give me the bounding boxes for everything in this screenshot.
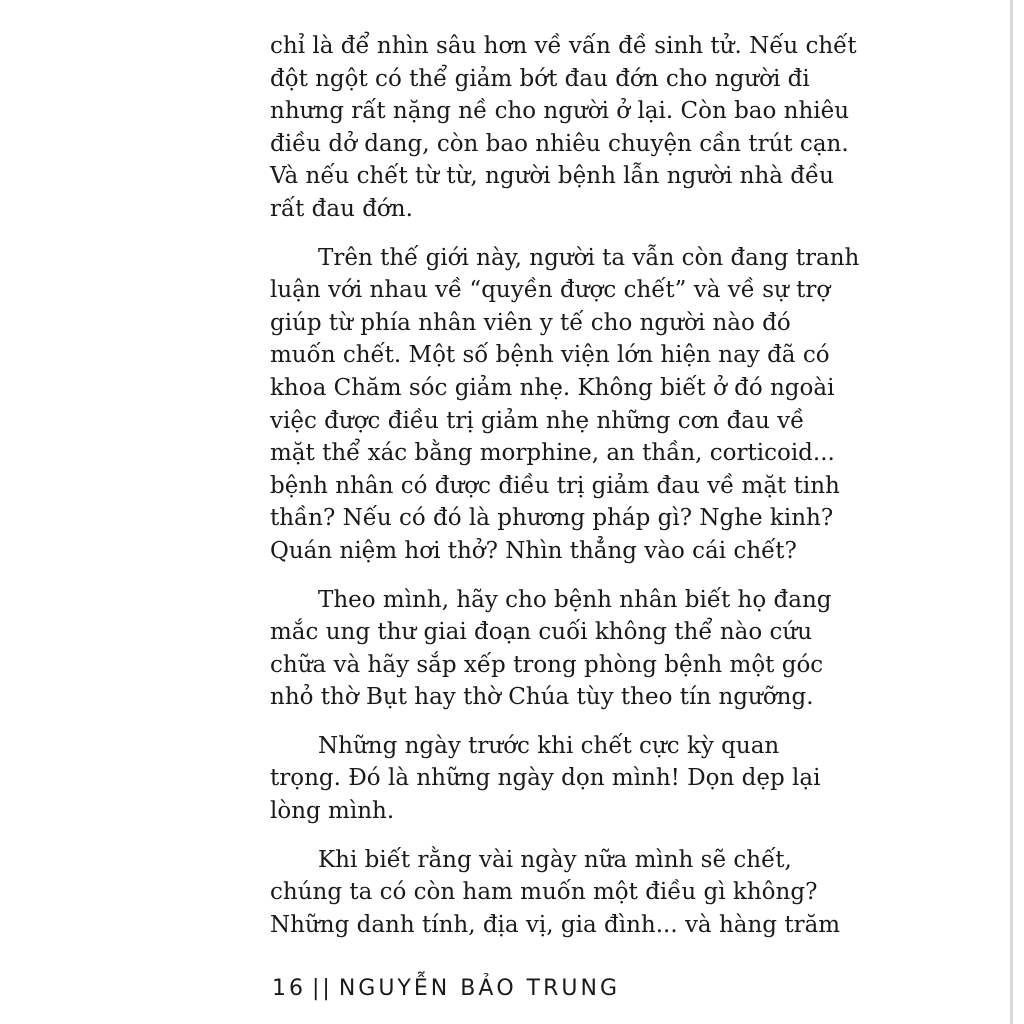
paragraph [270,30,857,226]
text-line: chỉ là để nhìn sâu hơn về vấn đề sinh tử. Nếu chết [270,33,857,59]
text-line: mắc ung thư giai đoạn cuối không thể nào cứu [270,619,813,646]
text-line: Quán niệm hơi thở? Nhìn thẳng vào cái chết? [270,537,797,564]
text-line: Khi biết rằng vài ngày nữa mình sẽ chết, [318,846,792,873]
text-line: trọng. Đó là những ngày dọn mình! Dọn dẹp lại [270,765,821,792]
text-line: nhỏ thờ Bụt hay thờ Chúa tùy theo tín ngưỡng. [270,684,814,711]
text-line: việc được điều trị giảm nhẹ những cơn đau về [270,407,805,434]
footer-separator: || [312,976,333,1001]
text-line: thần? Nếu có đó là phương pháp gì? Nghe kinh? [270,505,834,532]
text-line: rất đau đớn. [270,195,413,222]
text-line: điều dở dang, còn bao nhiêu chuyện cần trút cạn. [270,130,849,157]
text-line: Trên thế giới này, người ta vẫn còn đang tranh [318,244,860,271]
text-line: giúp từ phía nhân viên y tế cho người nào đó [270,309,791,336]
paragraph [270,730,821,828]
text-line: lòng mình. [270,798,395,825]
page-edge-divider [1010,0,1013,1024]
page-number: 16 [272,976,306,1001]
text-line: Những danh tính, địa vị, gia đình... và hàng trăm [270,911,841,938]
text-line: mặt thể xác bằng morphine, an thần, corticoid... [270,440,835,467]
text-line: luận với nhau về “quyền được chết” và về sự trợ [270,277,831,304]
text-line: nhưng rất nặng nề cho người ở lại. Còn bao nhiêu [270,98,850,125]
text-line: chữa và hãy sắp xếp trong phòng bệnh một góc [270,651,824,678]
paragraph [270,242,860,568]
paragraph [270,584,832,714]
text-line: muốn chết. Một số bệnh viện lớn hiện nay đã có [270,342,830,369]
text-line: Những ngày trước khi chết cực kỳ quan [318,732,780,759]
paragraph [270,844,841,942]
text-line: Theo mình, hãy cho bệnh nhân biết họ đang [318,586,832,613]
text-line: khoa Chăm sóc giảm nhẹ. Không biết ở đó ngoài [270,374,835,401]
text-line: bệnh nhân có được điều trị giảm đau về mặt tinh [270,472,840,499]
text-line: đột ngột có thể giảm bớt đau đớn cho người đi [270,65,810,92]
page-footer [272,976,620,1001]
text-line: chúng ta có còn ham muốn một điều gì không? [270,879,818,906]
author-name: NGUYỄN BẢO TRUNG [338,976,621,1001]
body-text [270,30,860,941]
text-line: Và nếu chết từ từ, người bệnh lẫn người nhà đều [270,163,834,190]
